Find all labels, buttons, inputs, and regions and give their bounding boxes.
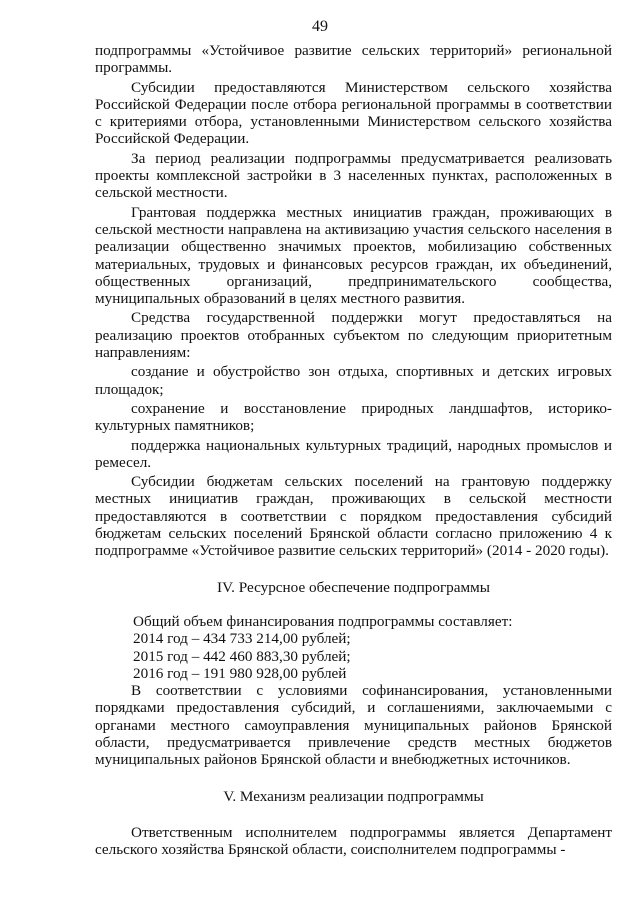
paragraph: В соответствии с условиями софинансирования, установленными порядками предоставления субсидий, и соглашениями, заключаемыми с органами местного самоуправления муниципальных районов Брянской области, предусматривается привлечение средств местных бюджетов муниципальных районов Брянской области и внебюджетных источников. — [95, 682, 612, 769]
list-item: сохранение и восстановление природных ландшафтов, историко-культурных памятников; — [95, 399, 612, 435]
paragraph: Грантовая поддержка местных инициатив граждан, проживающих в сельской местности направлена на активизацию участия сельского населения в реализации общественно значимых проектов, мобилизацию собственных материальных, трудовых и финансовых ресурсов граждан, их объединений, общественных организаций, предпринимательского сообщества, муниципальных образований в целях местного развития. — [95, 203, 612, 308]
paragraph: За период реализации подпрограммы предусматривается реализовать проекты комплексной застройки в 3 населенных пунктах, расположенных в сельской местности. — [95, 149, 612, 202]
paragraph: подпрограммы «Устойчивое развитие сельских территорий» региональной программы. — [95, 42, 612, 77]
funding-year-row: 2016 год – 191 980 928,00 рублей — [133, 664, 347, 682]
paragraph: Ответственным исполнителем подпрограммы является Департамент сельского хозяйства Брянской области, соисполнителем подпрограммы - — [95, 823, 612, 859]
section-heading: V. Механизм реализации подпрограммы — [223, 787, 484, 805]
page-number: 49 — [312, 18, 328, 35]
paragraph: Субсидии бюджетам сельских поселений на грантовую поддержку местных инициатив граждан, проживающих в сельской местности предоставляются в соответствии с порядком предоставления субсидий бюджетам сельских поселений Брянской области согласно приложению 4 к подпрограмме «Устойчивое развитие сельских территорий» (2014 - 2020 годы). — [95, 473, 612, 560]
paragraph: Субсидии предоставляются Министерством сельского хозяйства Российской Федерации после отбора региональной программы в соответствии с критериями отбора, установленными Министерством сельского хозяйства Российской Федерации. — [95, 78, 612, 148]
funding-year-row: 2015 год – 442 460 883,30 рублей; — [133, 647, 351, 665]
funding-year-row: 2014 год – 434 733 214,00 рублей; — [133, 630, 351, 648]
list-item: создание и обустройство зон отдыха, спортивных и детских игровых площадок; — [95, 363, 612, 398]
paragraph: Средства государственной поддержки могут предоставляться на реализацию проектов отобранных субъектом по следующим приоритетным направлениям: — [95, 309, 612, 362]
funding-intro: Общий объем финансирования подпрограммы составляет: — [133, 612, 513, 630]
list-item: поддержка национальных культурных традиций, народных промыслов и ремесел. — [95, 436, 612, 471]
section-heading: IV. Ресурсное обеспечение подпрограммы — [217, 578, 490, 596]
document-body — [95, 42, 612, 858]
